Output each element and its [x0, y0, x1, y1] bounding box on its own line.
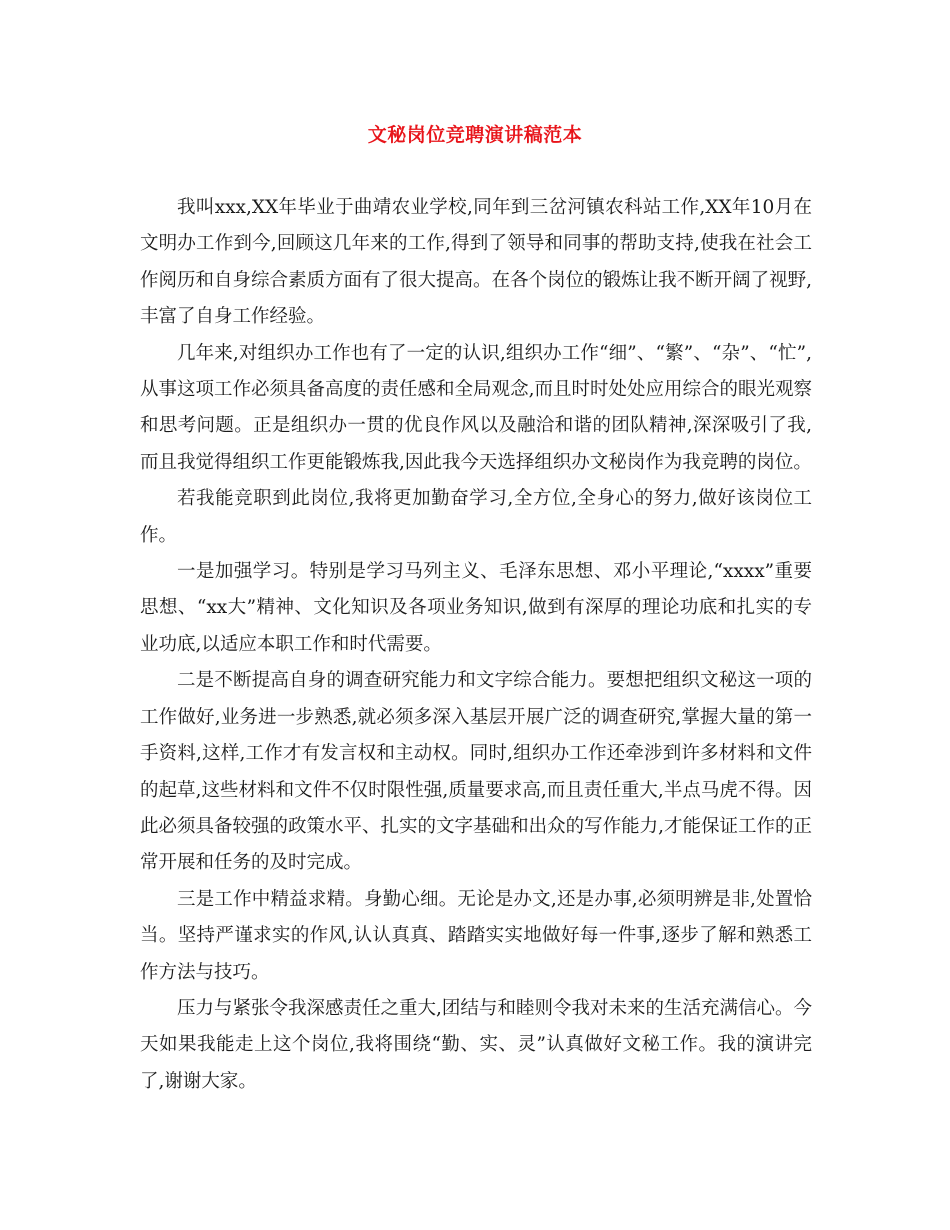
paragraph-2: 几年来,对组织办工作也有了一定的认识,组织办工作“细”、“繁”、“杂”、“忙”,从事这项工作必须具备高度的责任感和全局观念,而且时时处处应用综合的眼光观察和思考问题。正是组织办一贯的优良作风以及融洽和谐的团队精神,深深吸引了我,而且我觉得组织工作更能锻炼我,因此我今天选择组织办文秘岗作为我竞聘的岗位。 [140, 342, 812, 473]
paragraph-7: 压力与紧张令我深感责任之重大,团结与和睦则令我对未来的生活充满信心。今天如果我能走上这个岗位,我将围绕“勤、实、灵”认真做好文秘工作。我的演讲完了,谢谢大家。 [140, 997, 812, 1092]
document-title: 文秘岗位竞聘演讲稿范本 [367, 124, 583, 146]
document-body [140, 190, 812, 1100]
paragraph-6: 三是工作中精益求精。身勤心细。无论是办文,还是办事,必须明辨是非,处置恰当。坚持严谨求实的作风,认认真真、踏踏实实地做好每一件事,逐步了解和熟悉工作方法与技巧。 [140, 888, 812, 983]
paragraph-4: 一是加强学习。特别是学习马列主义、毛泽东思想、邓小平理论,“xxxx”重要思想、“xx大”精神、文化知识及各项业务知识,做到有深厚的理论功底和扎实的专业功底,以适应本职工作和时代需要。 [140, 561, 812, 655]
paragraph-5: 二是不断提高自身的调查研究能力和文字综合能力。要想把组织文秘这一项的工作做好,业务进一步熟悉,就必须多深入基层开展广泛的调查研究,掌握大量的第一手资料,这样,工作才有发言权和主动权。同时,组织办工作还牵涉到许多材料和文件的起草,这些材料和文件不仅时限性强,质量要求高,而且责任重大,半点马虎不得。因此必须具备较强的政策水平、扎实的文字基础和出众的写作能力,才能保证工作的正常开展和任务的及时完成。 [140, 670, 812, 874]
paragraph-3: 若我能竞职到此岗位,我将更加勤奋学习,全方位,全身心的努力,做好该岗位工作。 [140, 488, 812, 546]
paragraph-1: 我叫xxx,XX年毕业于曲靖农业学校,同年到三岔河镇农科站工作,XX年10月在文明办工作到今,回顾这几年来的工作,得到了领导和同事的帮助支持,使我在社会工作阅历和自身综合素质方面有了很大提高。在各个岗位的锻炼让我不断开阔了视野,丰富了自身工作经验。 [140, 197, 812, 328]
